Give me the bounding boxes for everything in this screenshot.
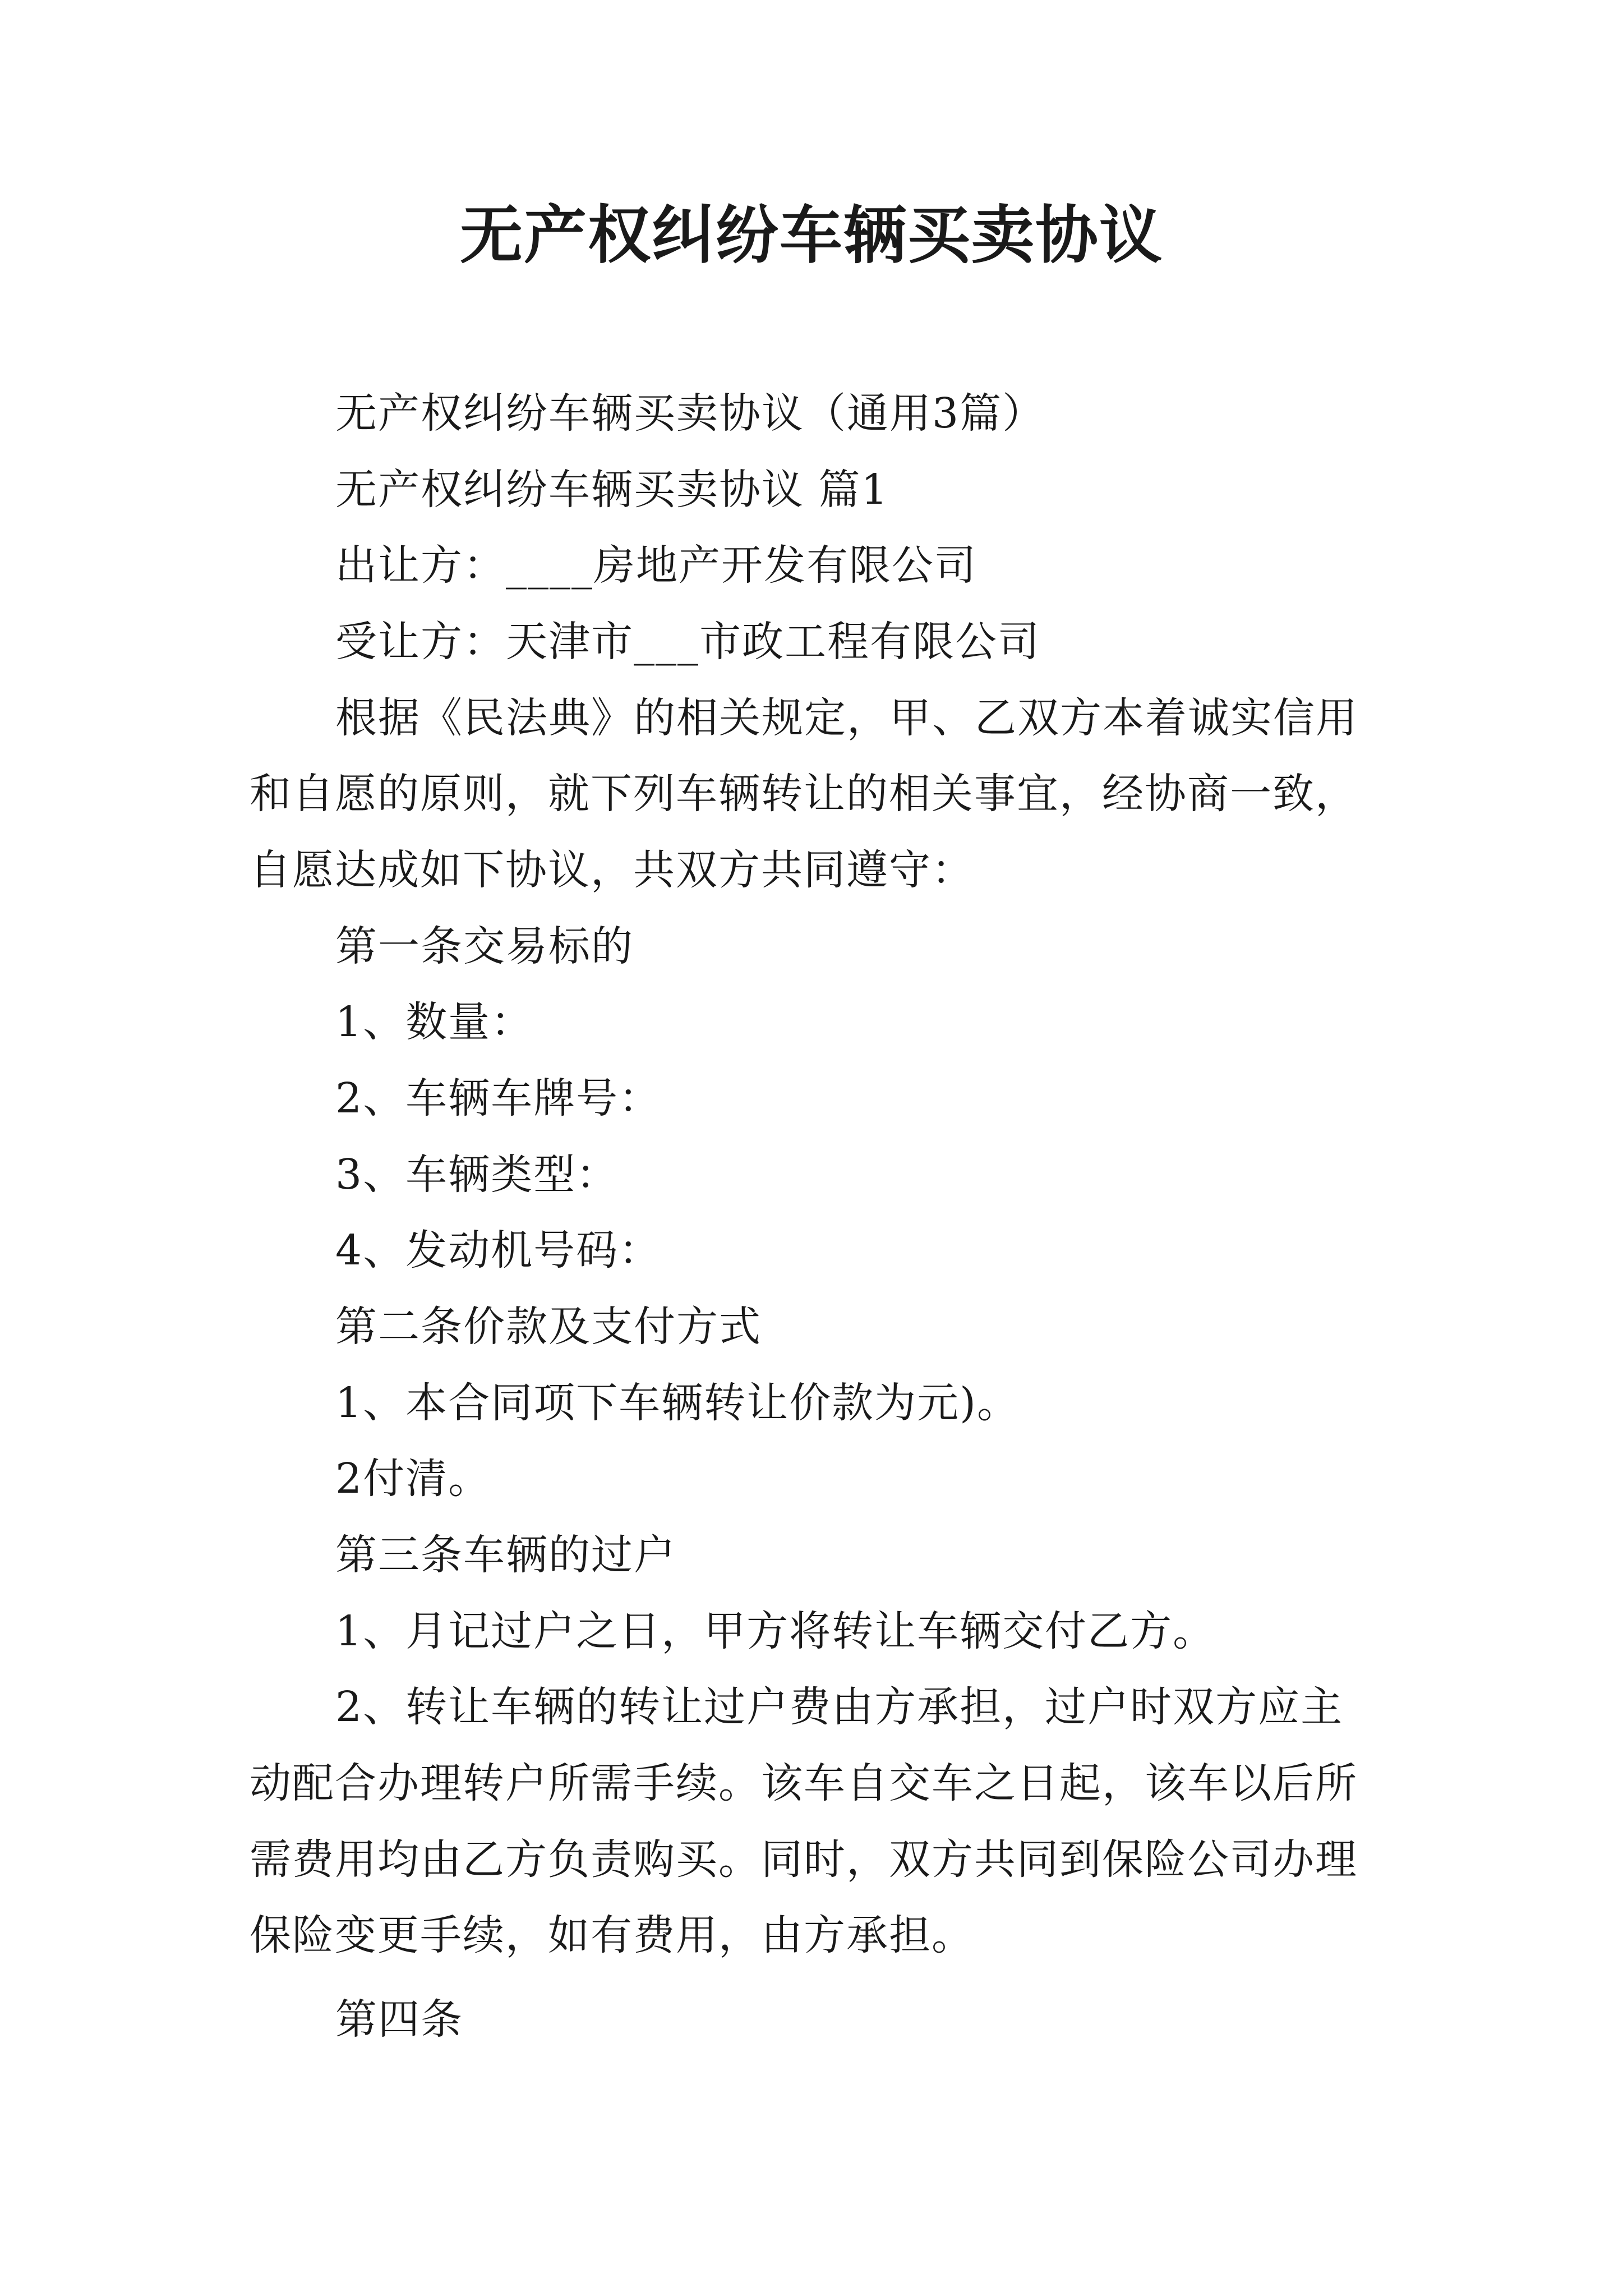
clause-line: 2付清。 [335, 1455, 491, 1503]
clause-line: 2、车辆车牌号： [335, 1074, 662, 1122]
subtitle-line: 无产权纠纷车辆买卖协议（通用3篇） [335, 389, 1045, 438]
clause-line: 1、本合同项下车辆转让价款为元)。 [335, 1379, 1020, 1427]
clause-line: 保险变更手续，如有费用，由方承担。 [250, 1911, 974, 1959]
clause-line: 2、转让车辆的转让过户费由方承担，过户时双方应主 [335, 1683, 1344, 1731]
clause-line: 1、数量： [335, 998, 534, 1046]
transferee-line: 受让方：天津市___市政工程有限公司 [335, 618, 1040, 666]
clause-line: 1、月记过户之日，甲方将转让车辆交付乙方。 [335, 1607, 1216, 1655]
article-heading: 第二条价款及支付方式 [335, 1303, 762, 1351]
paragraph-line: 根据《民法典》的相关规定，甲、乙双方本着诚实信用 [335, 694, 1358, 742]
clause-line: 4、发动机号码： [335, 1226, 662, 1274]
transferor-line: 出让方：____房地产开发有限公司 [335, 541, 977, 590]
clause-line: 动配合办理转户所需手续。该车自交车之日起，该车以后所 [250, 1759, 1358, 1807]
article-heading: 第四条 [335, 1995, 463, 2044]
section-heading: 无产权纠纷车辆买卖协议 篇1 [335, 466, 889, 514]
paragraph-line: 和自愿的原则，就下列车辆转让的相关事宜，经协商一致， [250, 770, 1358, 818]
article-heading: 第三条车辆的过户 [335, 1531, 676, 1579]
clause-line: 3、车辆类型： [335, 1151, 619, 1199]
paragraph-line: 自愿达成如下协议，共双方共同遵守： [250, 846, 974, 894]
article-heading: 第一条交易标的 [335, 922, 634, 970]
clause-line: 需费用均由乙方负责购买。同时，双方共同到保险公司办理 [250, 1835, 1358, 1884]
document-title: 无产权纠纷车辆买卖协议 [460, 199, 1163, 272]
